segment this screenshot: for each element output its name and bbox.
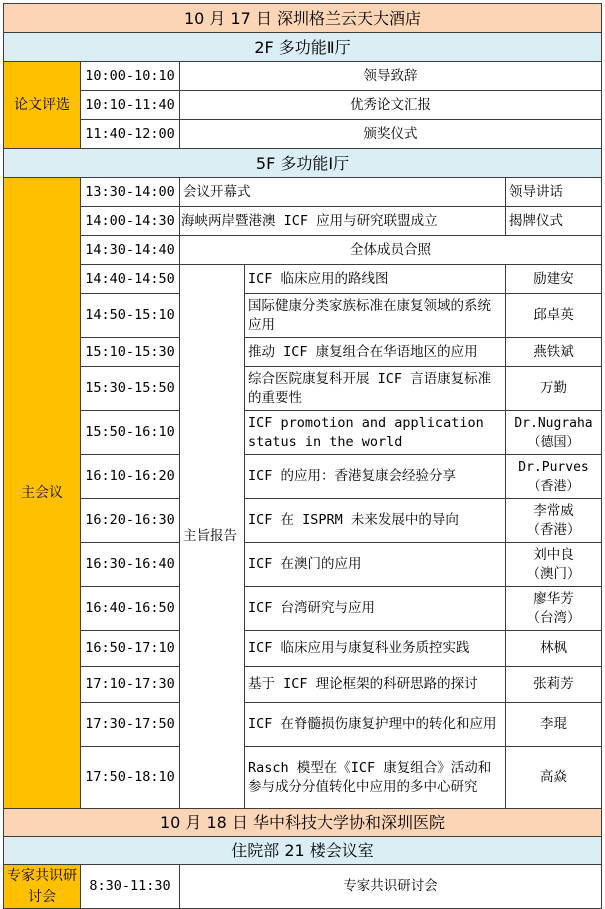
time-cell: 10:00-10:10: [81, 62, 180, 91]
talk-speaker: Dr.Purves （香港）: [506, 455, 602, 499]
talk-speaker: 张莉芳: [506, 667, 602, 703]
talk-row: [4, 367, 602, 411]
talk-title: ICF 临床应用的路线图: [245, 265, 506, 294]
talk-title: ICF 在 ISPRM 未来发展中的导向: [245, 499, 506, 543]
talk-row: [4, 411, 602, 455]
time-cell: 8:30-11:30: [81, 865, 180, 909]
talk-row: [4, 294, 602, 338]
talk-title: 基于 ICF 理论框架的科研思路的探讨: [245, 667, 506, 703]
talk-title: ICF 临床应用与康复科业务质控实践: [245, 631, 506, 667]
talk-speaker: 林枫: [506, 631, 602, 667]
talk-row: [4, 338, 602, 367]
table-row: [4, 236, 602, 265]
keynote-label: 主旨报告: [180, 265, 245, 809]
time-cell: 17:50-18:10: [81, 747, 180, 809]
time-cell: 16:40-16:50: [81, 587, 180, 631]
day2-room-label: 住院部 21 楼会议室: [4, 837, 602, 865]
time-cell: 14:50-15:10: [81, 294, 180, 338]
main-meeting-section: 主会议: [4, 178, 81, 809]
talk-speaker: Dr.Nugraha （德国）: [506, 411, 602, 455]
time-cell: 16:50-17:10: [81, 631, 180, 667]
time-cell: 11:40-12:00: [81, 120, 180, 149]
table-row: [4, 207, 602, 236]
consensus-section: 专家共识研讨会: [4, 865, 81, 909]
schedule-table: [3, 3, 602, 909]
room-2f-label: 2F 多功能Ⅱ厅: [4, 33, 602, 62]
table-row: [4, 120, 602, 149]
room-2f-row: [4, 33, 602, 62]
day1-date-venue: 10 月 17 日 深圳格兰云天大酒店: [4, 4, 602, 33]
talk-title: ICF 台湾研究与应用: [245, 587, 506, 631]
talk-title: Rasch 模型在《ICF 康复组合》活动和参与成分分值转化中应用的多中心研究: [245, 747, 506, 809]
agenda-item: 海峡两岸暨港澳 ICF 应用与研究联盟成立: [180, 207, 506, 236]
talk-title: ICF 在脊髓损伤康复护理中的转化和应用: [245, 703, 506, 747]
talk-title: 综合医院康复科开展 ICF 言语康复标准的重要性: [245, 367, 506, 411]
table-row: [4, 91, 602, 120]
table-row: [4, 62, 602, 91]
talk-row: [4, 747, 602, 809]
time-cell: 15:10-15:30: [81, 338, 180, 367]
agenda-item: 颁奖仪式: [180, 120, 602, 149]
talk-row: [4, 667, 602, 703]
talk-speaker: 万勤: [506, 367, 602, 411]
day2-room-row: [4, 837, 602, 865]
talk-speaker: 廖华芳 （台湾）: [506, 587, 602, 631]
agenda-item: 会议开幕式: [180, 178, 506, 207]
agenda-item: 专家共识研讨会: [180, 865, 602, 909]
time-cell: 14:30-14:40: [81, 236, 180, 265]
talk-title: ICF 在澳门的应用: [245, 543, 506, 587]
talk-row: [4, 703, 602, 747]
time-cell: 14:00-14:30: [81, 207, 180, 236]
paper-review-section: 论文评选: [4, 62, 81, 149]
talk-speaker: 邱卓英: [506, 294, 602, 338]
day2-header-row: [4, 809, 602, 837]
agenda-note: 揭牌仪式: [506, 207, 602, 236]
room-5f-label: 5F 多功能Ⅰ厅: [4, 149, 602, 178]
time-cell: 17:30-17:50: [81, 703, 180, 747]
time-cell: 16:10-16:20: [81, 455, 180, 499]
talk-speaker: 李琨: [506, 703, 602, 747]
talk-row: [4, 265, 602, 294]
time-cell: 17:10-17:30: [81, 667, 180, 703]
talk-row: [4, 587, 602, 631]
talk-speaker: 高焱: [506, 747, 602, 809]
time-cell: 10:10-11:40: [81, 91, 180, 120]
table-row: [4, 178, 602, 207]
time-cell: 16:30-16:40: [81, 543, 180, 587]
room-5f-row: [4, 149, 602, 178]
talk-speaker: 励建安: [506, 265, 602, 294]
time-cell: 16:20-16:30: [81, 499, 180, 543]
talk-speaker: 刘中良 （澳门）: [506, 543, 602, 587]
agenda-item: 全体成员合照: [180, 236, 602, 265]
talk-row: [4, 631, 602, 667]
time-cell: 14:40-14:50: [81, 265, 180, 294]
talk-speaker: 燕铁斌: [506, 338, 602, 367]
agenda-item: 优秀论文汇报: [180, 91, 602, 120]
talk-row: [4, 499, 602, 543]
day1-header-row: [4, 4, 602, 33]
time-cell: 15:50-16:10: [81, 411, 180, 455]
day2-date-venue: 10 月 18 日 华中科技大学协和深圳医院: [4, 809, 602, 837]
talk-row: [4, 455, 602, 499]
time-cell: 13:30-14:00: [81, 178, 180, 207]
talk-row: [4, 543, 602, 587]
agenda-note: 领导讲话: [506, 178, 602, 207]
talk-title: ICF 的应用：香港复康会经验分享: [245, 455, 506, 499]
talk-title: ICF promotion and application status in the world: [245, 411, 506, 455]
talk-title: 推动 ICF 康复组合在华语地区的应用: [245, 338, 506, 367]
talk-title: 国际健康分类家族标准在康复领域的系统应用: [245, 294, 506, 338]
agenda-item: 领导致辞: [180, 62, 602, 91]
time-cell: 15:30-15:50: [81, 367, 180, 411]
talk-speaker: 李常威 （香港）: [506, 499, 602, 543]
